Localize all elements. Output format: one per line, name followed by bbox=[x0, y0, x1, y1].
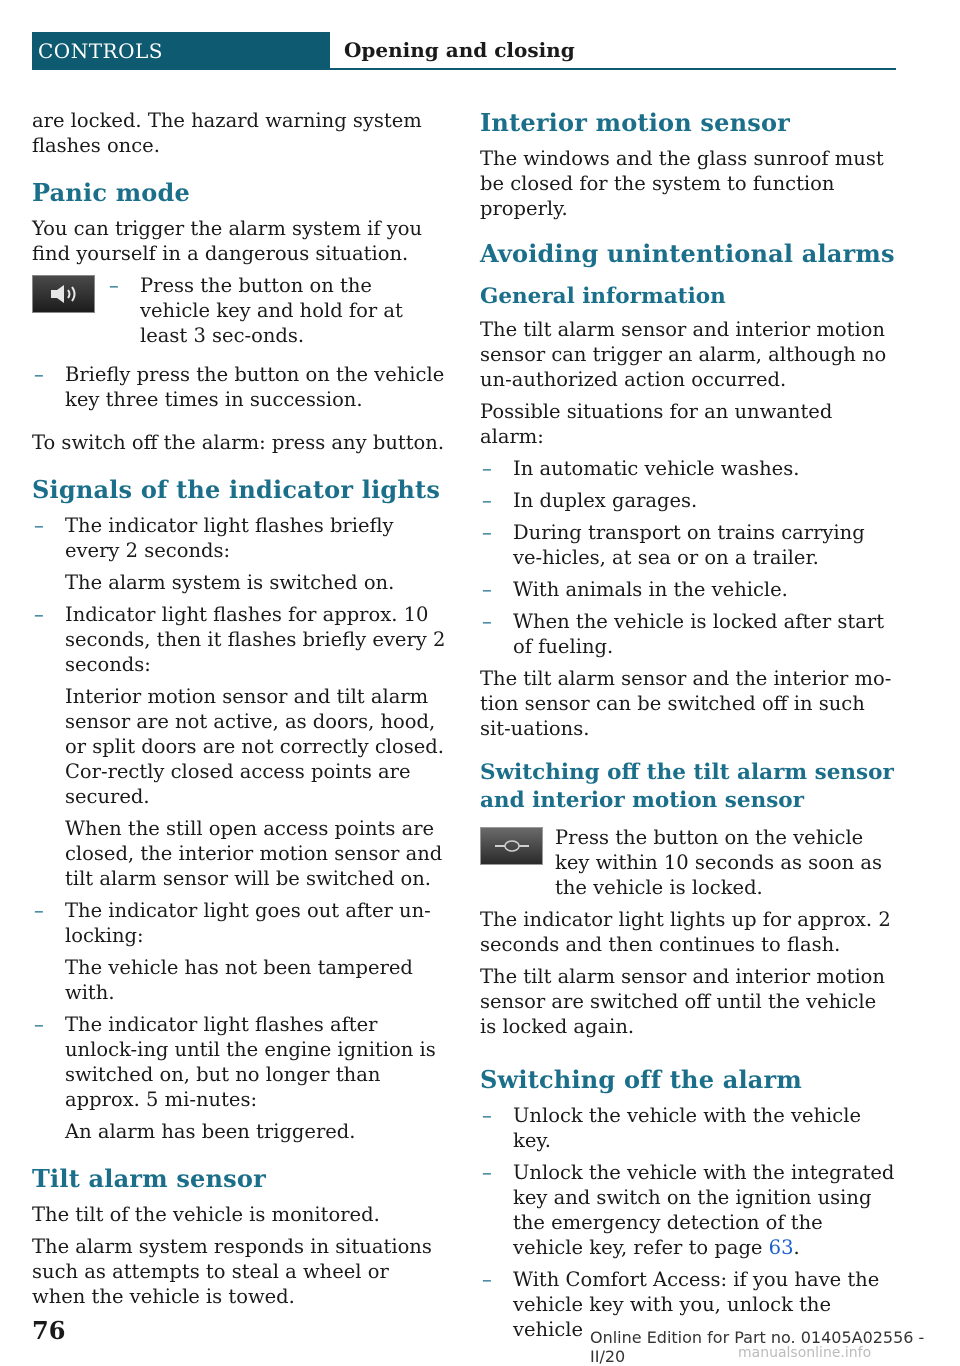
mini-key-row bbox=[480, 825, 896, 900]
avoid-heading: Avoiding unintentional alarms bbox=[480, 239, 895, 268]
signal-item bbox=[32, 602, 448, 891]
signal-item bbox=[32, 898, 448, 1005]
tilt-heading: Tilt alarm sensor bbox=[32, 1164, 266, 1193]
watermark: manualsonline.info bbox=[738, 1345, 872, 1361]
switching-tilt-text: The indicator light lights up for approx. 2 seconds and then continues to flash. bbox=[480, 908, 891, 956]
general-heading: General information bbox=[480, 284, 726, 309]
chapter-title: Opening and closing bbox=[330, 32, 896, 70]
switching-tilt-text: The tilt alarm sensor and interior motion sensor are switched off until the vehicle is locked again. bbox=[480, 965, 885, 1038]
situation-item: – With animals in the vehicle. bbox=[480, 577, 896, 602]
right-column bbox=[480, 108, 896, 1349]
signal-item-sub: The vehicle has not been tampered with. bbox=[65, 956, 413, 1004]
speaker-button-icon bbox=[32, 275, 95, 313]
interior-text: The windows and the glass sunroof must be closed for the system to function properly. bbox=[480, 147, 884, 220]
online-edition: Online Edition for Part no. 01405A02556 - II/20 bbox=[590, 1328, 925, 1366]
signals-heading: Signals of the indicator lights bbox=[32, 475, 441, 504]
tilt-text: The tilt of the vehicle is monitored. bbox=[32, 1203, 380, 1226]
situation-item: – In automatic vehicle washes. bbox=[480, 456, 896, 481]
switching-tilt-heading: Switching off the tilt alarm sensor and interior motion sensor bbox=[480, 760, 894, 813]
page-ref-link[interactable]: 63 bbox=[768, 1236, 794, 1259]
general-text: The tilt alarm sensor and interior motion sensor can trigger an alarm, although no un-authorized action occurred. bbox=[480, 318, 887, 391]
signal-item-text: – Indicator light flashes for approx. 10 seconds, then it flashes briefly every 2 seconds: bbox=[65, 603, 446, 676]
left-column bbox=[32, 108, 448, 1316]
mini-button-icon bbox=[480, 827, 543, 865]
signal-item-text: – The indicator light goes out after un-locking: bbox=[65, 899, 431, 947]
unlock-item-text: Unlock the vehicle with the integrated key and switch on the ignition using the emergency detection of the vehicle key, refer to page bbox=[513, 1161, 895, 1259]
after-text: The tilt alarm sensor and the interior mo-tion sensor can be switched off in such sit-uations. bbox=[480, 667, 892, 740]
situation-item: – In duplex garages. bbox=[480, 488, 896, 513]
unlock-item: – With Comfort Access: if you have the vehicle key with you, unlock the vehicle bbox=[480, 1267, 896, 1342]
signal-item-text: – The indicator light flashes after unlock-ing until the engine ignition is switched on, but no longer than approx. 5 mi-nutes: bbox=[65, 1013, 436, 1111]
section-label: CONTROLS bbox=[32, 32, 330, 70]
intro-text: are locked. The hazard warning system flashes once. bbox=[32, 109, 422, 157]
signal-item-sub: Interior motion sensor and tilt alarm sensor are not active, as doors, hood, or split doors are not correctly closed. Cor-rectly closed access points are secured. bbox=[65, 685, 444, 808]
signal-item-sub: The alarm system is switched on. bbox=[65, 571, 395, 594]
situation-item: – During transport on trains carrying ve-hicles, at sea or on a trailer. bbox=[480, 520, 896, 570]
panic-item: – Briefly press the button on the vehicle key three times in succession. bbox=[32, 362, 448, 412]
signal-item-sub: An alarm has been triggered. bbox=[65, 1120, 356, 1143]
interior-heading: Interior motion sensor bbox=[480, 108, 791, 137]
switching-alarm-heading: Switching off the alarm bbox=[480, 1065, 802, 1094]
tilt-text: The alarm system responds in situations such as attempts to steal a wheel or when the vehicle is towed. bbox=[32, 1235, 432, 1308]
signal-item-sub: When the still open access points are closed, the interior motion sensor and tilt alarm sensor will be switched on. bbox=[65, 817, 443, 890]
page-header bbox=[32, 32, 896, 70]
panic-key-row bbox=[32, 273, 448, 355]
situation-item: – When the vehicle is locked after start of fueling. bbox=[480, 609, 896, 659]
panic-item: – Press the button on the vehicle key and hold for at least 3 sec-onds. bbox=[107, 273, 448, 348]
unlock-item bbox=[480, 1160, 896, 1260]
signal-item-text: – The indicator light flashes briefly every 2 seconds: bbox=[65, 514, 394, 562]
mini-key-text: Press the button on the vehicle key within 10 seconds as soon as the vehicle is locked. bbox=[555, 826, 883, 899]
signal-item bbox=[32, 1012, 448, 1144]
page-number: 76 bbox=[32, 1316, 66, 1345]
possible-text: Possible situations for an unwanted alarm: bbox=[480, 400, 833, 448]
switch-off-text: To switch off the alarm: press any button. bbox=[32, 431, 445, 454]
panic-text: You can trigger the alarm system if you find yourself in a dangerous situation. bbox=[32, 217, 423, 265]
unlock-item-end: . bbox=[793, 1236, 800, 1259]
unlock-item: – Unlock the vehicle with the vehicle key. bbox=[480, 1103, 896, 1153]
panic-heading: Panic mode bbox=[32, 178, 190, 207]
signal-item bbox=[32, 513, 448, 595]
